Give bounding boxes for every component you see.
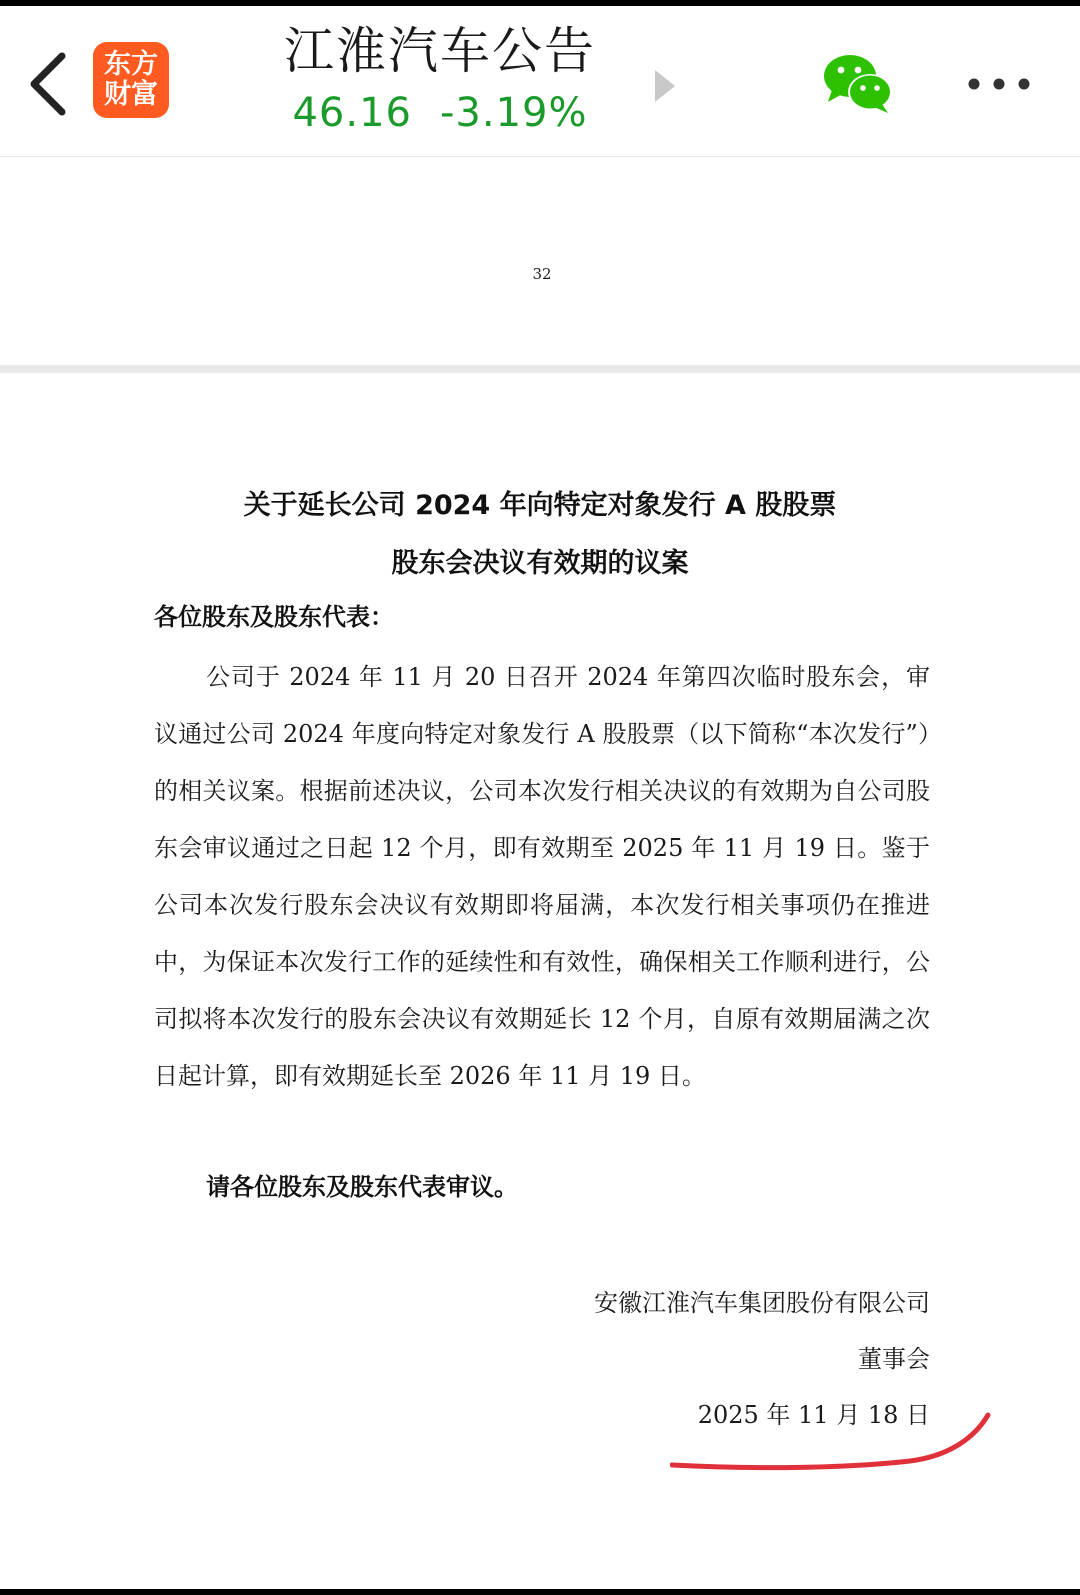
logo-text-line1: 东方 <box>104 49 158 80</box>
signature-date: 2025 年 11 月 18 日 <box>697 1401 930 1429</box>
wechat-icon <box>822 50 896 116</box>
stock-price: 46.16 <box>292 90 412 136</box>
document-title-line2: 股东会决议有效期的议案 <box>391 548 689 579</box>
chevron-left-icon <box>22 46 78 122</box>
stock-change-percent: -3.19% <box>440 90 588 136</box>
screen-bottom-edge <box>0 1589 1080 1595</box>
signature-board: 董事会 <box>858 1345 930 1373</box>
closing-request: 请各位股东及股东代表审议。 <box>206 1173 518 1201</box>
page-title: 江淮汽车公告 <box>284 22 596 80</box>
eastmoney-logo <box>93 42 169 118</box>
body-paragraph: 公司于 2024 年 11 月 20 日召开 2024 年第四次临时股东会，审议通过公司 2024 年度向特定对象发行 A 股股票（以下简称“本次发行”）的相关议案。根据前述决议，公司本次发行相关决议的有效期为自公司股东会审议通过之日起 12 个月，即有效期至 2025 年 11 月 19 日。鉴于公司本次发行股东会决议有效期即将届满，本次发行相关事项仍在推进中，为保证本次发行工作的延续性和有效性，确保相关工作顺利进行，公司拟将本次发行的股东会决议有效期延长 12 个月，自原有效期届满之次日起计算，即有效期延长至 2026 年 11 月 19 日。 <box>154 663 930 1090</box>
title-block <box>240 20 640 138</box>
more-options-button[interactable] <box>966 72 1032 96</box>
previous-page-fragment <box>0 157 1080 365</box>
next-stock-button[interactable] <box>652 66 678 106</box>
play-triangle-icon <box>652 66 678 106</box>
salutation: 各位股东及股东代表： <box>154 603 394 631</box>
back-button[interactable] <box>22 46 78 122</box>
page-separator <box>0 365 1080 373</box>
red-underline-annotation <box>670 1407 1010 1477</box>
logo-text-line2: 财富 <box>104 79 158 110</box>
stock-quote <box>240 88 640 138</box>
wechat-share-button[interactable] <box>822 50 896 116</box>
document-page <box>0 373 1080 1589</box>
more-dots-icon <box>966 72 1032 96</box>
document-title-line1: 关于延长公司 2024 年向特定对象发行 A 股股票 <box>243 490 837 521</box>
signature-company: 安徽江淮汽车集团股份有限公司 <box>594 1289 930 1317</box>
app-header <box>0 6 1080 157</box>
page-number: 32 <box>532 265 552 283</box>
